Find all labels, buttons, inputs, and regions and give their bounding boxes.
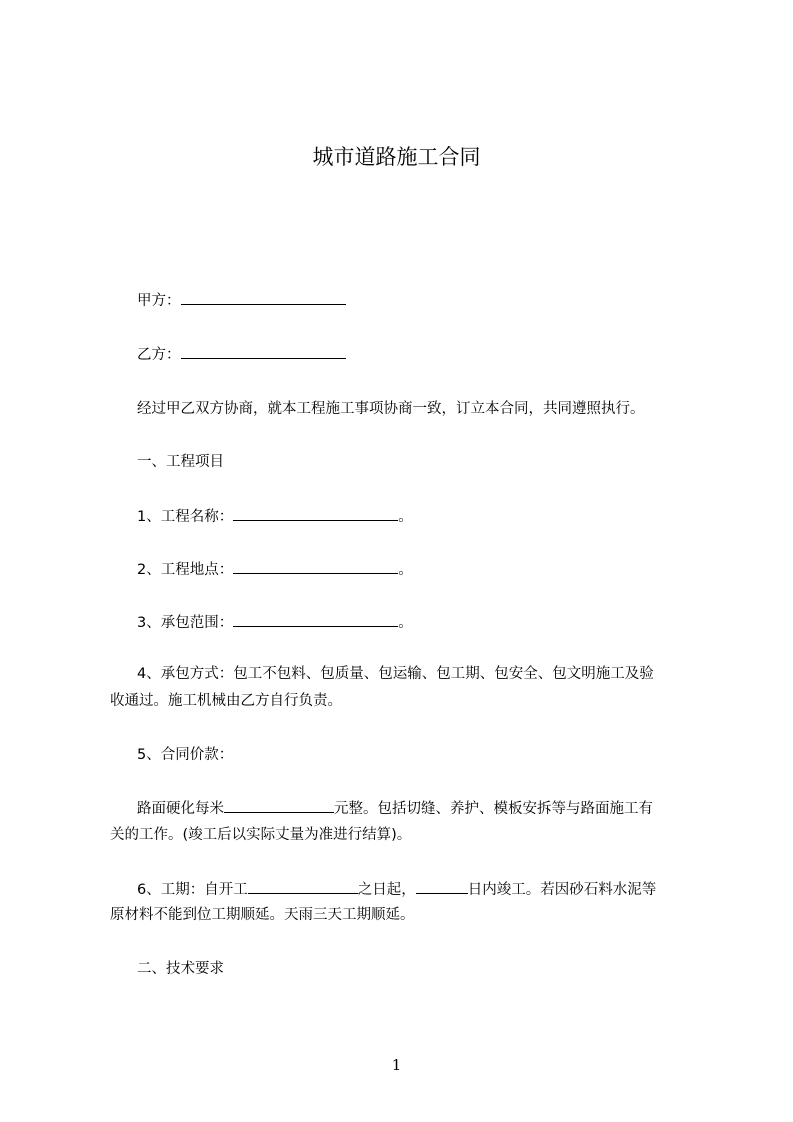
party-a-line xyxy=(137,289,737,312)
party-b-blank xyxy=(181,343,346,359)
item1-label: 1、工程名称： xyxy=(137,509,234,525)
item1-blank xyxy=(233,505,398,521)
price-line2: 关的工作。(竣工后以实际丈量为准进行结算)。 xyxy=(110,827,412,843)
item6-suffix: 日内竣工。若因砂石料水泥等 xyxy=(467,882,657,898)
item2-period: 。 xyxy=(398,562,413,578)
item6-line2: 原材料不能到位工期顺延。天雨三天工期顺延。 xyxy=(110,907,415,923)
item6-line1 xyxy=(137,878,737,901)
document-title: 城市道路施工合同 xyxy=(312,145,481,169)
item1-period: 。 xyxy=(398,509,413,525)
item5-heading: 5、合同价款： xyxy=(137,747,234,763)
item3-blank xyxy=(233,611,398,627)
item3-line xyxy=(137,611,737,634)
price-suffix: 元整。包括切缝、养护、模板安拆等与路面施工有 xyxy=(334,801,653,817)
item1-line xyxy=(137,505,737,528)
page-number: 1 xyxy=(391,1056,402,1074)
price-line1 xyxy=(137,797,737,820)
intro-paragraph: 经过甲乙双方协商，就本工程施工事项协商一致，订立本合同，共同遵照执行。 xyxy=(137,401,645,417)
party-b-line xyxy=(137,343,737,366)
party-a-blank xyxy=(181,289,346,305)
item4-line1: 4、承包方式：包工不包料、包质量、包运输、包工期、包安全、包文明施工及验 xyxy=(137,666,654,682)
item6-start-blank xyxy=(248,878,358,894)
item2-line xyxy=(137,558,737,581)
section1-heading: 一、工程项目 xyxy=(137,454,224,470)
item2-blank xyxy=(233,558,398,574)
section2-heading: 二、技术要求 xyxy=(137,961,224,977)
item2-label: 2、工程地点： xyxy=(137,562,234,578)
price-prefix: 路面硬化每米 xyxy=(137,801,224,817)
item6-prefix: 6、工期：自开工 xyxy=(137,882,248,898)
item3-period: 。 xyxy=(398,615,413,631)
item6-days-blank xyxy=(416,878,468,894)
party-a-label: 甲方： xyxy=(137,293,181,309)
party-b-label: 乙方： xyxy=(137,347,181,363)
item3-label: 3、承包范围： xyxy=(137,615,234,631)
item4-line2: 收通过。施工机械由乙方自行负责。 xyxy=(110,693,342,709)
price-blank xyxy=(224,797,334,813)
item6-middle: 之日起， xyxy=(357,882,416,898)
